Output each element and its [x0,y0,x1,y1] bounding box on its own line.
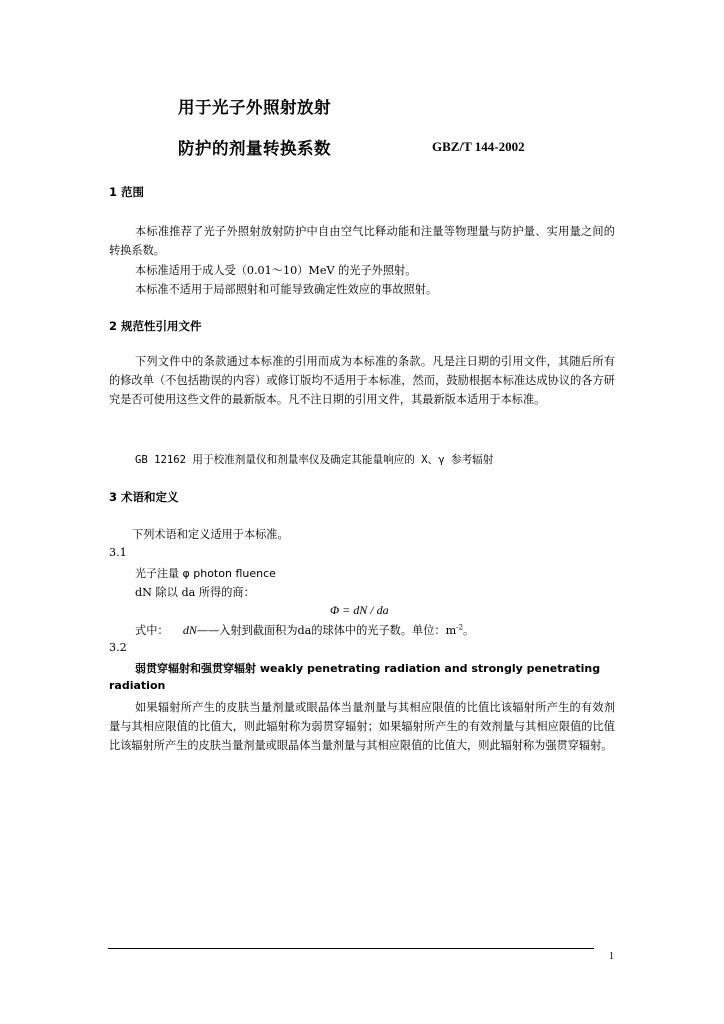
section-1-para-3: 本标准不适用于局部照射和可能导致确定性效应的事故照射。 [135,283,438,296]
term-3-1-definition: dN 除以 da 所得的商： [135,586,255,599]
section-3-heading: 3 术语和定义 [109,490,179,504]
term-3-2-definition: 如果辐射所产生的皮肤当量剂量或眼晶体当量剂量与其相应限值的比值比该辐射所产生的有效剂量与其相应限值的比值大，则此辐射称为弱贯穿辐射；如果辐射所产生的有效剂量与其相应限值的比值比该辐射所产生的皮肤当量剂量或眼晶体当量剂量与其相应限值的比值大，则此辐射称为强贯穿辐射。 [109,701,615,752]
term-penetrating-radiation-cont: radiation [109,679,166,692]
term-photon-fluence: 光子注量 φ photon fluence [135,567,276,580]
term-penetrating-radiation: 弱贯穿辐射和强贯穿辐射 weakly penetrating radiation and strongly penetrating [135,662,601,675]
section-1-para-1: 本标准推荐了光子外照射放射防护中自由空气比释动能和注量等物理量与防护量、实用量之间的转换系数。 [109,225,615,257]
term-number-3-1: 3.1 [109,546,127,559]
normative-reference: GB 12162 用于校准剂量仪和剂量率仪及确定其能量响应的 X、γ 参考辐射 [135,454,494,466]
where-end: 。 [463,624,475,637]
section-1-para-2: 本标准适用于成人受（0.01～10）MeV 的光子外照射。 [135,264,417,277]
footer-rule [108,948,594,949]
page-number: 1 [609,951,614,962]
where-text: ——入射到截面积为da的球体中的光子数。单位：m [196,624,457,637]
term-number-3-2: 3.2 [109,641,127,654]
doc-title-line1: 用于光子外照射放射 [178,98,331,117]
where-prefix: 式中： [135,624,169,637]
formula-explanation [135,622,474,638]
unit-exponent: -2 [456,623,464,632]
section-1-heading: 1 范围 [109,185,145,199]
standard-number: GBZ/T 144-2002 [432,139,525,154]
doc-title-line2: 防护的剂量转换系数 [178,139,331,158]
section-2-heading: 2 规范性引用文件 [109,319,202,333]
section-3-intro: 下列术语和定义适用于本标准。 [132,528,289,541]
where-variable: dN [182,623,197,637]
section-2-para-1: 下列文件中的条款通过本标准的引用而成为本标准的条款。凡是注日期的引用文件，其随后所有的修改单（不包括勘误的内容）或修订版均不适用于本标准，然而，鼓励根据本标准达成协议的各方研究是否可使用这些文件的最新版本。凡不注日期的引用文件，其最新版本适用于本标准。 [109,355,615,406]
formula-photon-fluence: Φ = dN / da [330,603,389,617]
